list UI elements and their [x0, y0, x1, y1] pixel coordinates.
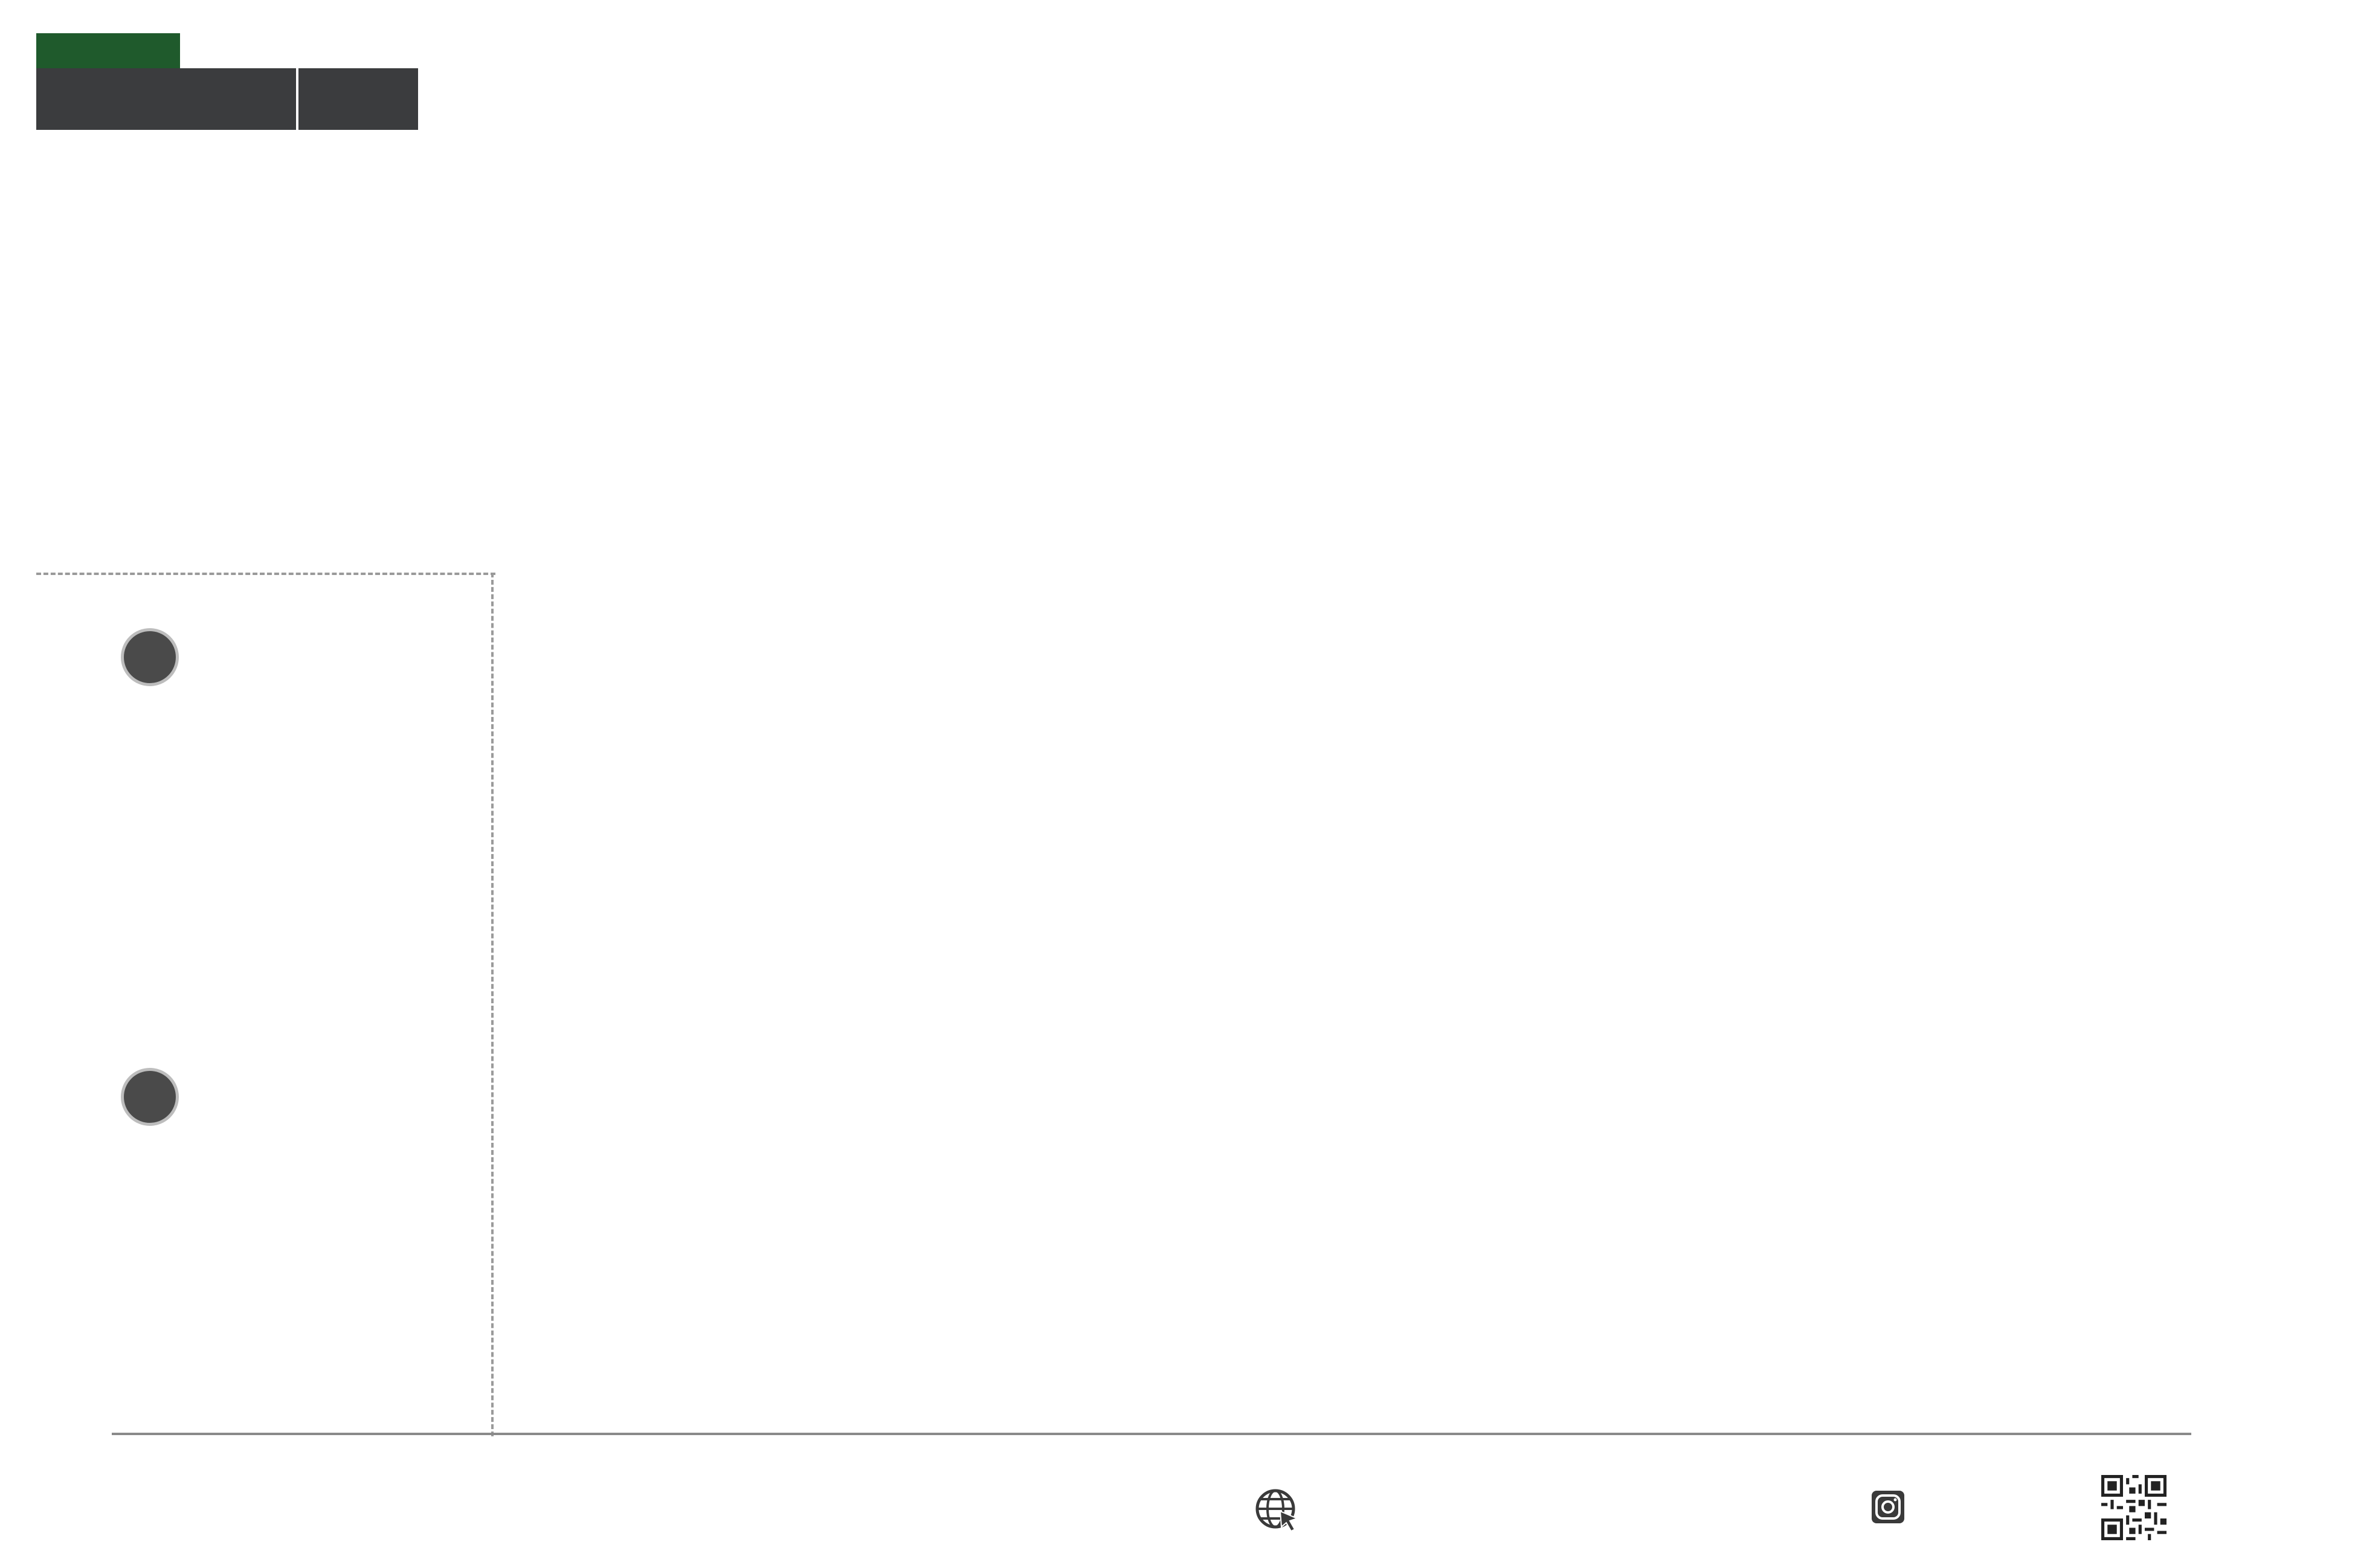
connect-section-divider-horizontal [36, 573, 495, 575]
connect-badge [121, 628, 179, 686]
instagram-icon [1870, 1489, 1906, 1525]
banner-divider [296, 68, 298, 130]
footer-rule [112, 1433, 2191, 1435]
product-line-banner [36, 68, 418, 130]
connect-section-divider-vertical [491, 573, 494, 1436]
connect-badge [121, 1068, 179, 1126]
globe-cursor-icon [1254, 1487, 1300, 1533]
category-tag [36, 33, 180, 68]
qr-code-icon[interactable] [2101, 1475, 2167, 1540]
